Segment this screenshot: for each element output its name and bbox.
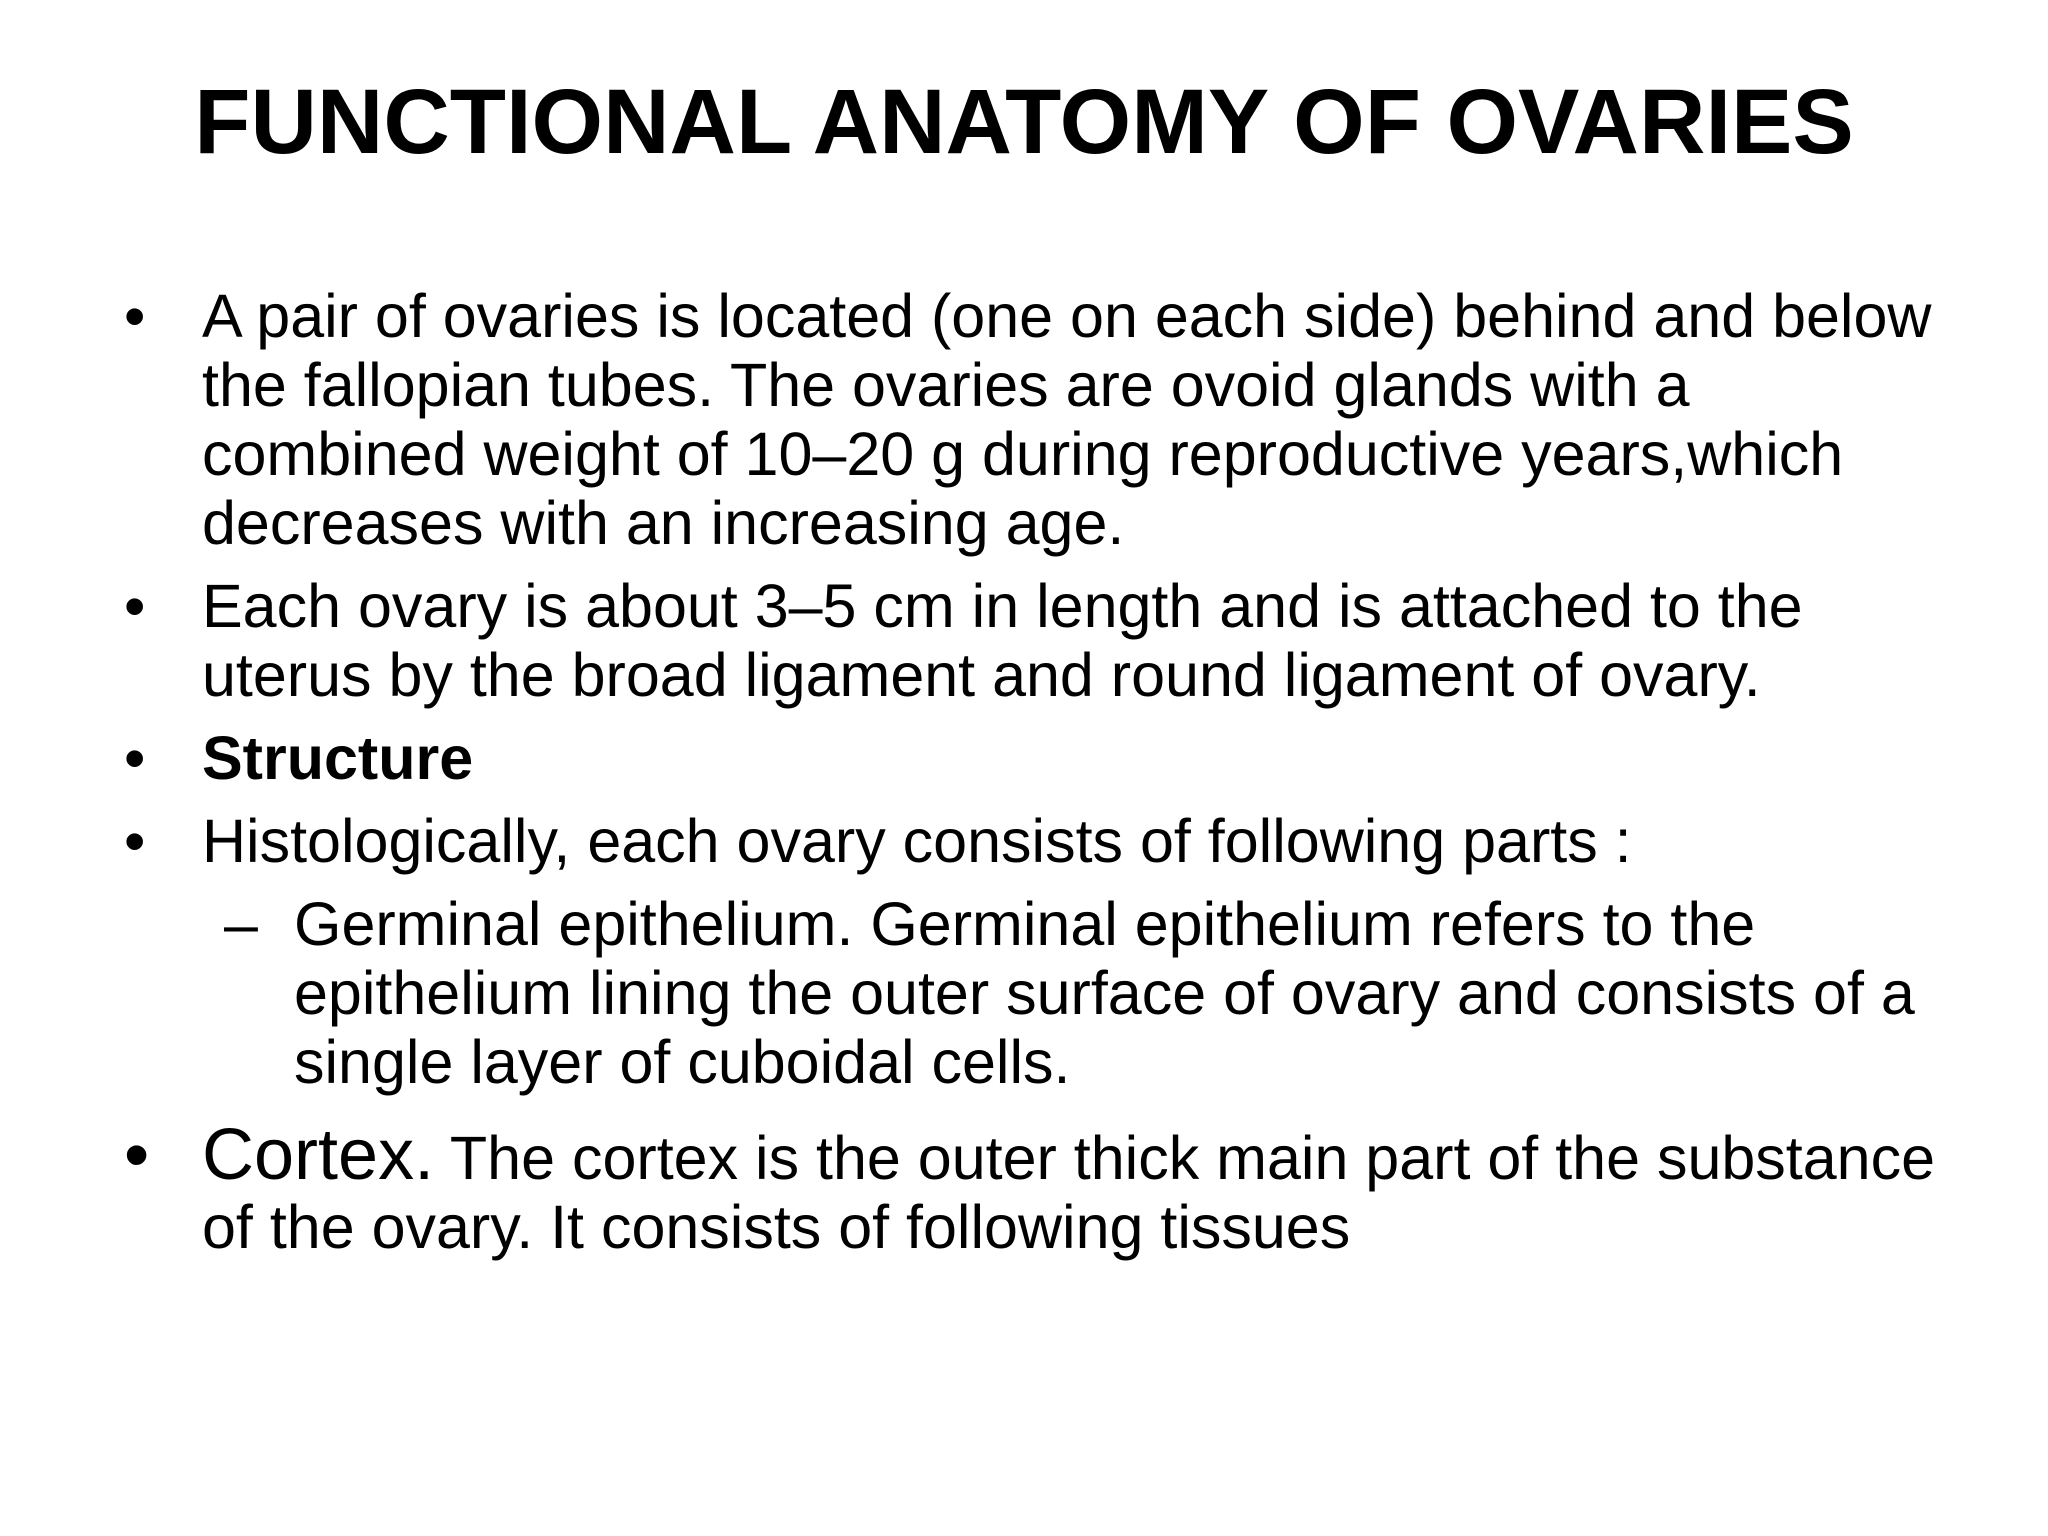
bullet-item-structure [124, 724, 1954, 793]
bullet-text: Each ovary is about 3–5 cm in length and is attached to the uterus by the broad ligament and round ligament of ovary. [202, 572, 1803, 709]
structure-heading: Structure [202, 724, 474, 792]
slide-title: FUNCTIONAL ANATOMY OF OVARIES [194, 71, 1854, 173]
sub-item-text: Germinal epithelium. Germinal epithelium refers to the epithelium lining the outer surface of ovary and consists of a single layer of cuboidal cells. [294, 890, 1915, 1096]
slide-content [124, 282, 1954, 1276]
bullet-text: A pair of ovaries is located (one on each side) behind and below the fallopian tubes. The ovaries are ovoid glands with a combined weight of 10–20 g during reproductive years,which decreases with an increasing age. [202, 282, 1932, 557]
cortex-text: The cortex is the outer thick main part of the substance of the ovary. It consists of following tissues [202, 1124, 1936, 1261]
bullet-item-location [124, 282, 1954, 558]
bullet-item-cortex [124, 1115, 1954, 1262]
sub-item-germinal-epithelium [124, 890, 1954, 1097]
bullet-text: Histologically, each ovary consists of following parts : [202, 807, 1632, 875]
bullet-icon: • [124, 724, 146, 792]
dash-bullet-icon: – [224, 890, 258, 958]
bullet-icon: • [124, 1115, 150, 1195]
cortex-lead: Cortex. [202, 1115, 435, 1195]
bullet-item-histology [124, 807, 1954, 876]
bullet-item-size [124, 572, 1954, 710]
bullet-icon: • [124, 807, 146, 875]
bullet-icon: • [124, 282, 146, 350]
bullet-icon: • [124, 572, 146, 640]
